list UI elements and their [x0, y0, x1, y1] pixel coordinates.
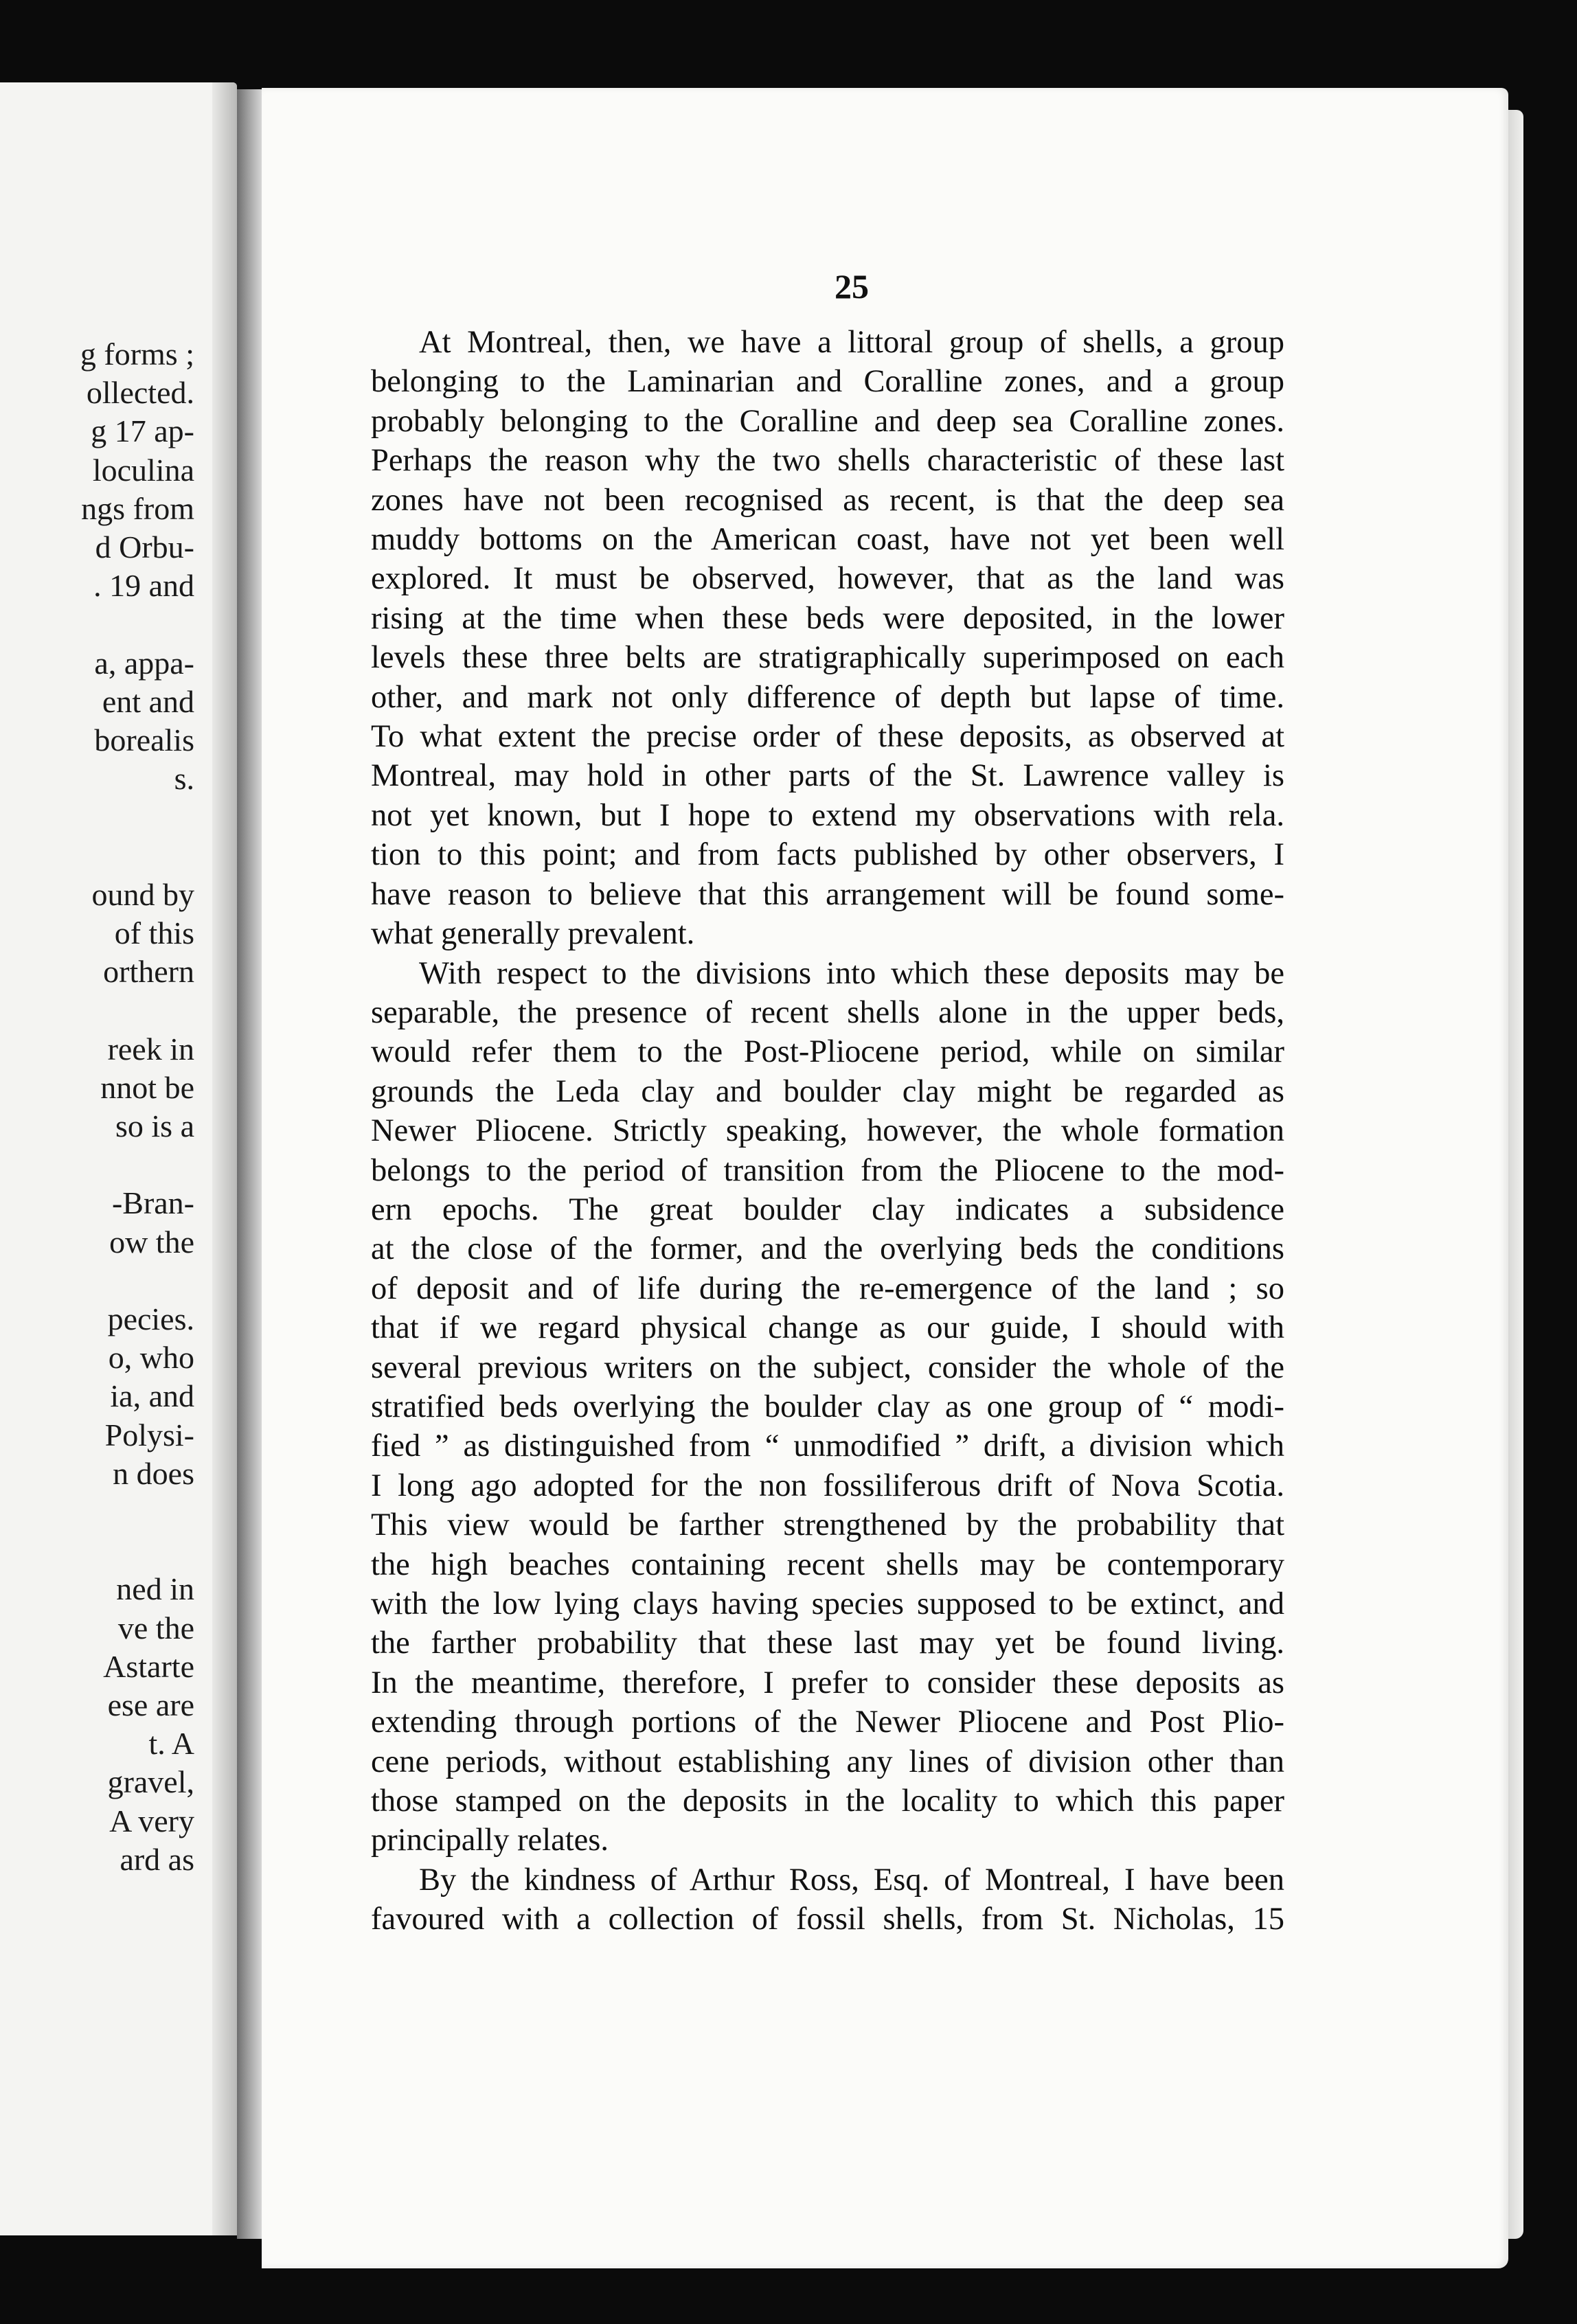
text-line: zones have not been recognised as recent, is that the deep sea: [371, 482, 1284, 518]
body-text: [371, 323, 1284, 1939]
left-page-line: nnot be: [100, 1069, 194, 1105]
text-line: with the low lying clays having species supposed to be extinct, and: [371, 1586, 1284, 1621]
text-line: probably belonging to the Coralline and deep sea Coralline zones.: [371, 403, 1284, 439]
text-line: extending through portions of the Newer Pliocene and Post Plio-: [371, 1705, 1284, 1740]
text-line: what generally prevalent.: [371, 916, 695, 952]
left-page-line: s.: [174, 761, 194, 797]
left-page-line: ia, and: [110, 1378, 194, 1414]
left-page-line: ent and: [102, 683, 194, 719]
left-page-line: Polysi-: [104, 1417, 194, 1452]
left-page-line: ard as: [120, 1841, 194, 1877]
left-page-line: reek in: [107, 1031, 194, 1067]
text-line: favoured with a collection of fossil shells, from St. Nicholas, 15: [371, 1902, 1284, 1937]
text-line: have reason to believe that this arrangement will be found some-: [371, 876, 1284, 912]
left-page-line: o, who: [108, 1340, 194, 1376]
left-page-line: Astarte: [103, 1648, 194, 1684]
text-line: muddy bottoms on the American coast, have not yet been well: [371, 522, 1284, 558]
left-page-shadow: [212, 82, 237, 2235]
text-line: Montreal, may hold in other parts of the St. Lawrence valley is: [371, 758, 1284, 794]
left-page-line: d Orbu-: [95, 529, 194, 565]
text-line: Perhaps the reason why the two shells characteristic of these last: [371, 443, 1284, 479]
left-page-line: orthern: [103, 954, 194, 990]
text-line: those stamped on the deposits in the locality to which this paper: [371, 1784, 1284, 1819]
left-page-line: ned in: [116, 1571, 194, 1607]
left-page-line: so is a: [115, 1108, 194, 1143]
text-line: separable, the presence of recent shells alone in the upper beds,: [371, 994, 1284, 1030]
text-line: ern epochs. The great boulder clay indicates a subsidence: [371, 1192, 1284, 1227]
text-line: that if we regard physical change as our guide, I should with: [371, 1310, 1284, 1346]
left-page-line: g forms ;: [80, 337, 194, 372]
left-page-line: . 19 and: [93, 568, 194, 604]
paragraph: [371, 1860, 1284, 1939]
text-line: tion to this point; and from facts published by other observers, I: [371, 837, 1284, 873]
left-page-line: pecies.: [107, 1301, 194, 1336]
text-line: stratified beds overlying the boulder clay as one group of “ modi-: [371, 1389, 1284, 1424]
text-line: would refer them to the Post-Pliocene period, while on similar: [371, 1034, 1284, 1070]
text-line: the farther probability that these last may yet be found living.: [371, 1626, 1284, 1661]
left-page-line: n does: [113, 1455, 194, 1491]
left-page-line: of this: [114, 915, 194, 950]
text-line: By the kindness of Arthur Ross, Esq. of Montreal, I have been: [419, 1862, 1284, 1898]
text-line: Newer Pliocene. Strictly speaking, however, the whole formation: [371, 1113, 1284, 1149]
left-page-line: a, appa-: [94, 645, 194, 681]
text-line: other, and mark not only difference of depth but lapse of time.: [371, 679, 1284, 715]
text-line: belonging to the Laminarian and Coralline zones, and a group: [371, 364, 1284, 400]
text-line: In the meantime, therefore, I prefer to consider these deposits as: [371, 1665, 1284, 1700]
text-line: At Montreal, then, we have a littoral group of shells, a group: [419, 325, 1284, 360]
text-line: cene periods, without establishing any lines of division other than: [371, 1744, 1284, 1779]
text-line: I long ago adopted for the non fossiliferous drift of Nova Scotia.: [371, 1468, 1284, 1503]
left-page-line: ound by: [91, 876, 194, 912]
page-edge: [1508, 110, 1523, 2239]
left-page-line: -Bran-: [111, 1185, 194, 1221]
left-page-line: ngs from: [81, 490, 194, 526]
book-gutter: [237, 89, 262, 2239]
text-line: several previous writers on the subject, consider the whole of the: [371, 1349, 1284, 1385]
left-page-line: ve the: [117, 1610, 194, 1645]
text-line: This view would be farther strengthened by the probability that: [371, 1507, 1284, 1543]
text-line: the high beaches containing recent shells may be contemporary: [371, 1547, 1284, 1582]
left-page: [0, 82, 237, 2235]
text-line: at the close of the former, and the overlying beds the conditions: [371, 1231, 1284, 1267]
text-line: levels these three belts are stratigraphically superimposed on each: [371, 640, 1284, 676]
left-page-line: loculina: [92, 452, 194, 488]
paragraph: [371, 323, 1284, 954]
text-line: grounds the Leda clay and boulder clay might be regarded as: [371, 1073, 1284, 1109]
text-line: explored. It must be observed, however, that as the land was: [371, 561, 1284, 597]
page-number: 25: [835, 267, 869, 306]
text-line: of deposit and of life during the re-emergence of the land ; so: [371, 1271, 1284, 1306]
left-page-line: g 17 ap-: [91, 413, 194, 449]
left-page-line: borealis: [94, 722, 194, 757]
text-line: To what extent the precise order of these deposits, as observed at: [371, 719, 1284, 755]
text-line: principally relates.: [371, 1823, 609, 1858]
text-line: belongs to the period of transition from the Pliocene to the mod-: [371, 1152, 1284, 1188]
left-page-line: A very: [109, 1803, 194, 1838]
left-page-line: ese are: [107, 1687, 194, 1722]
text-line: With respect to the divisions into which these deposits may be: [419, 955, 1284, 991]
text-line: rising at the time when these beds were deposited, in the lower: [371, 600, 1284, 636]
left-page-line: t. A: [148, 1726, 194, 1762]
left-page-line: ollected.: [86, 375, 194, 411]
left-page-line: ow the: [109, 1224, 194, 1260]
left-page-line: gravel,: [107, 1764, 194, 1800]
text-line: fied ” as distinguished from “ unmodified ” drift, a division which: [371, 1428, 1284, 1464]
paragraph: [371, 954, 1284, 1860]
text-line: not yet known, but I hope to extend my observations with rela.: [371, 797, 1284, 833]
